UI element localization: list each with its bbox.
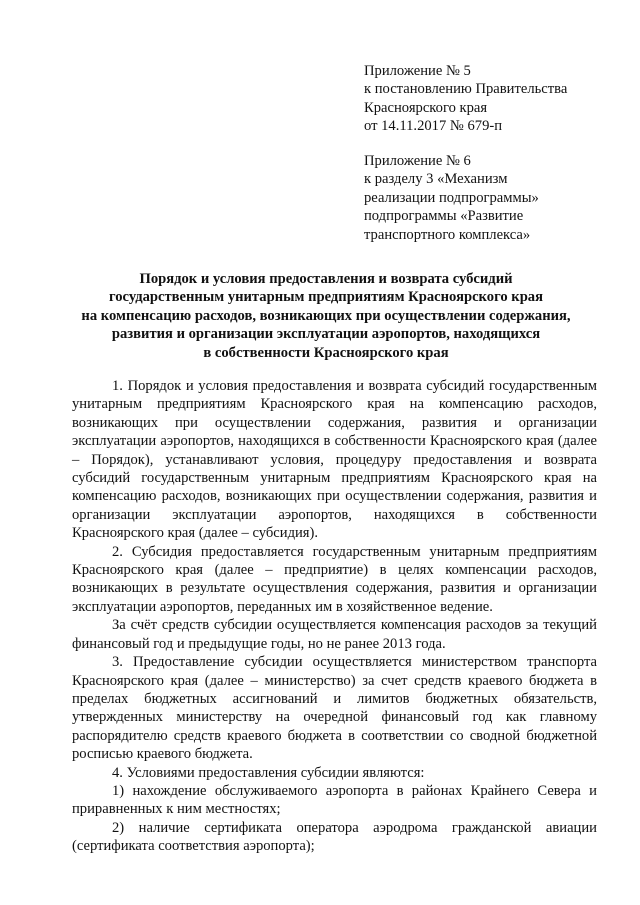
document-body [72,377,597,856]
appendix-5-line: от 14.11.2017 № 679-п [364,118,503,135]
appendix-6-line: реализации подпрограммы» [364,189,539,206]
appendix-5-header [364,62,614,136]
document-title [56,270,596,362]
appendix-5-line: к постановлению Правительства [364,81,568,98]
appendix-6-line: транспортного комплекса» [364,226,531,243]
title-line: развития и организации эксплуатации аэропортов, находящихся [111,326,541,343]
title-line: на компенсацию расходов, возникающих при осуществлении содержания, [81,307,571,324]
appendix-6-line: к разделу 3 «Механизм [364,171,508,188]
title-line: государственным унитарным предприятиям Красноярского края [109,289,543,306]
appendix-5-line: Красноярского края [364,99,488,116]
appendix-6-line: Приложение № 6 [364,153,471,169]
appendix-6-header [364,152,614,244]
paragraph-2-cont: За счёт средств субсидии осуществляется компенсация расходов за текущий финансовый год и предыдущие годы, но не ранее 2013 года. [72,617,597,652]
title-line: Порядок и условия предоставления и возврата субсидий [139,271,513,287]
paragraph-3: 3. Предоставление субсидии осуществляется министерством транспорта Красноярского края (далее – министерство) за счет средств краевого бюджета в пределах бюджетных ассигнований и лимитов бюджетных обязательств, утвержденных министерству на очередной финансовый год как главному распорядителю средств краевого бюджета в соответствии со сводной бюджетной росписью краевого бюджета. [72,654,597,763]
appendix-6-line: подпрограммы «Развитие [364,208,524,225]
title-line: в собственности Красноярского края [203,344,449,361]
paragraph-4-item-2: 2) наличие сертификата оператора аэродрома гражданской авиации (сертификата соответствия аэропорта); [72,819,597,855]
appendix-5-line: Приложение № 5 [364,63,471,79]
paragraph-4-item-1: 1) нахождение обслуживаемого аэропорта в районах Крайнего Севера и приравненных к ним местностях; [72,782,597,818]
paragraph-1: 1. Порядок и условия предоставления и возврата субсидий государственным унитарным предприятиям Красноярского края на компенсацию расходов, возникающих при осуществлении содержания, развития и организации эксплуатации аэропортов, находящихся в собственности Красноярского края (далее – Порядок), устанавливают условия, процедуру предоставления и возврата субсидий государственным унитарным предприятиям Красноярского края на компенсацию расходов, возникающих при осуществлении содержания, развития и организации эксплуатации аэропортов, находящихся в собственности Красноярского края (далее – субсидия). [72,378,597,542]
paragraph-4: 4. Условиями предоставления субсидии являются: [112,764,425,781]
paragraph-2: 2. Субсидия предоставляется государственным унитарным предприятиям Красноярского края (далее – предприятие) в целях компенсации расходов, возникающих в результате осуществления содержания, развития и организации эксплуатации аэропортов, переданных им в хозяйственное ведение. [72,543,597,615]
